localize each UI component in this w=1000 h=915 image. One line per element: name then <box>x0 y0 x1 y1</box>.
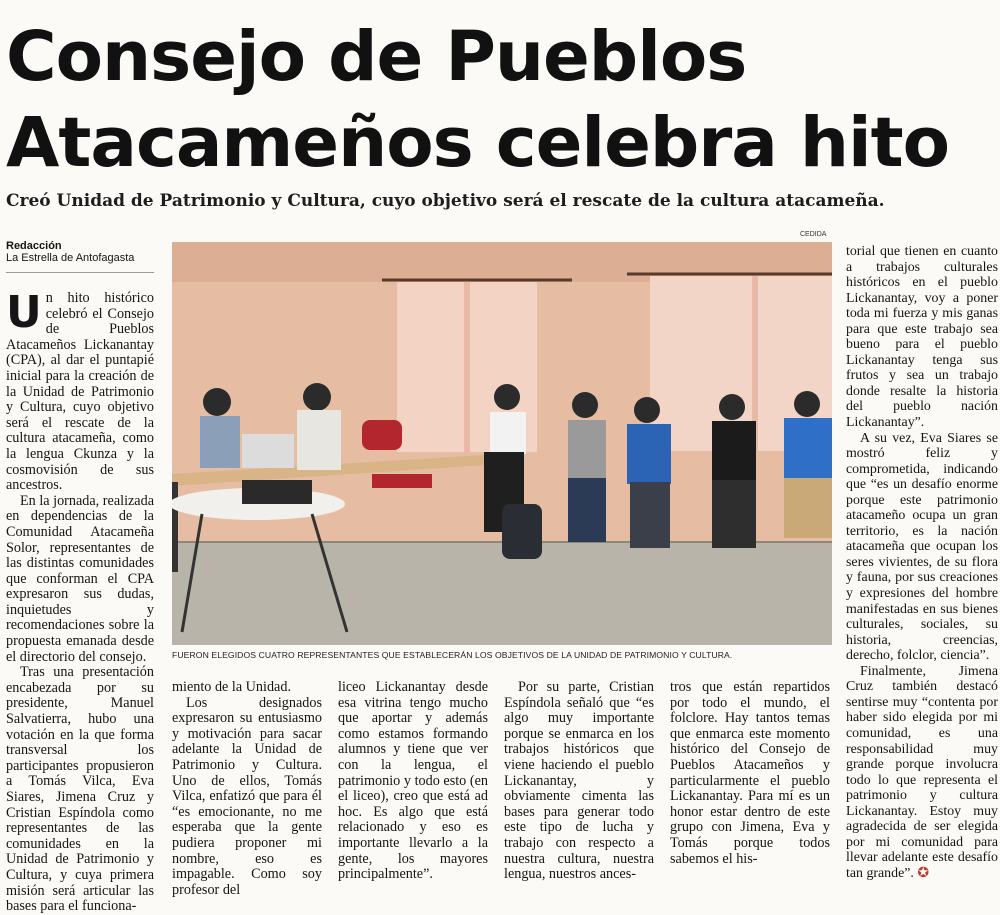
end-mark-icon: ✪ <box>917 865 929 881</box>
article-column-4 <box>504 680 654 883</box>
paragraph: Tras una presentación encabezada por su presidente, Manuel Salvatierra, hubo una votación en la que forma transversal los participantes propusieron a Tomás Vilca, Eva Siares, Jimena Cruz y Cristian Espíndola como representantes de las comunidades en la Unidad de Patrimonio y Cultura, y cuya primera misión será articular las bases para el funciona- <box>6 664 154 915</box>
photo-caption: FUERON ELEGIDOS CUATRO REPRESENTANTES QUE ESTABLECERÁN LOS OBJETIVOS DE LA UNIDAD DE PATRIMONIO Y CULTURA. <box>172 650 733 660</box>
byline-outlet: La Estrella de Antofagasta <box>6 252 135 264</box>
article-photo <box>172 242 832 645</box>
byline <box>6 240 134 264</box>
drop-cap: U <box>6 287 42 338</box>
article-column-6 <box>846 244 998 881</box>
paragraph: En la jornada, realizada en dependencias de la Comunidad Atacameña Solor, representantes de las distintas comunidades que conforman el CPA expresaron sus dudas, inquietudes y recomendaciones sobre la propuesta emanada desde el directorio del consejo. <box>6 492 154 665</box>
article-column-2 <box>172 680 322 898</box>
paragraph: miento de la Unidad. <box>172 679 291 695</box>
lead-paragraph <box>6 287 154 494</box>
article-column-1 <box>6 287 154 915</box>
byline-author: Redacción <box>6 240 62 252</box>
article-column-3 <box>338 680 488 883</box>
article-column-5 <box>670 680 830 867</box>
paragraph: Los designados expresaron su entusiasmo y motivación para sacar adelante la Unidad de Patrimonio y Cultura. Uno de ellos, Tomás Vilca, enfatizó que para él “es emocionante, no me esperaba que la gente pudiera proponer mi nombre, eso es impagable. Como soy profesor del <box>172 694 322 898</box>
paragraph <box>846 664 998 882</box>
paragraph: liceo Lickanantay desde esa vitrina tengo mucho que aportar y además como estamos formando alumnos y tiene que ver con la lengua, el patrimonio y todo esto (en el liceo), creo que está ad hoc. Es algo que está relacionado y eso es importante llevarlo a la gente, los mayores principalmente”. <box>338 679 488 883</box>
byline-divider <box>6 272 154 273</box>
photo-credit: CEDIDA <box>800 231 827 238</box>
subheadline: Creó Unidad de Patrimonio y Cultura, cuyo objetivo será el rescate de la cultura atacameña. <box>6 191 885 211</box>
meeting-photo-illustration <box>172 242 832 645</box>
closing-text: Finalmente, Jimena Cruz también destacó sentirse muy “contenta por haber sido elegida por mi comunidad, es una responsabilidad muy grande porque involucra todo lo que representa el patrimonio y cultura Lickanantay. Estoy muy agradecida de ser elegida por mi comunidad para llevar adelante este desafío tan grande”. <box>846 663 998 881</box>
headline: Consejo de Pueblos Atacameños celebra hito <box>6 17 950 183</box>
paragraph: tros que están repartidos por todo el mundo, el folclore. Hay tantos temas que enmarca este momento histórico del Consejo de Pueblos Atacameños y particularmente el pueblo Lickanantay. Para mí es un honor estar dentro de este grupo con Jimena, Eva y Tomás porque todos sabemos el his- <box>670 679 830 867</box>
paragraph: Por su parte, Cristian Espíndola señaló que “es algo muy importante porque se enmarca en los trabajos históricos que viene haciendo el pueblo Lickanantay, y obviamente cimenta las bases para generar todo este tipo de lucha y trabajo con respecto a nuestra cultura, nuestra lengua, nuestros ances- <box>504 679 654 883</box>
paragraph: torial que tienen en cuanto a trabajos culturales históricos en el pueblo Lickanantay, voy a poner toda mi fuerza y mis ganas para que este trabajo sea bueno para el pueblo Lickanantay tenga sus frutos y sea un trabajo donde resalte la historia del pueblo nación Lickanantay”. <box>846 244 998 431</box>
paragraph: A su vez, Eva Siares se mostró feliz y comprometida, indicando que “es un desafío enorme porque este patrimonio atacameño ocupa un gran territorio, es la nación atacameña que ocupan los seres vivientes, de su flora y fauna, por sus creaciones y expresiones del hombre manifestadas en sus bienes culturales, sociales, su historia, creencias, derecho, folclor, ciencia”. <box>846 430 998 664</box>
lead-text: n hito histórico celebró el Consejo de Pueblos Atacameños Lickanantay (CPA), al dar el puntapié inicial para la creación de la Unidad de Patrimonio y Cultura, cuyo objetivo será el rescate de la cultura atacameña, como la lengua Ckunza y la cosmovisión de sus ancestros. <box>6 290 154 494</box>
